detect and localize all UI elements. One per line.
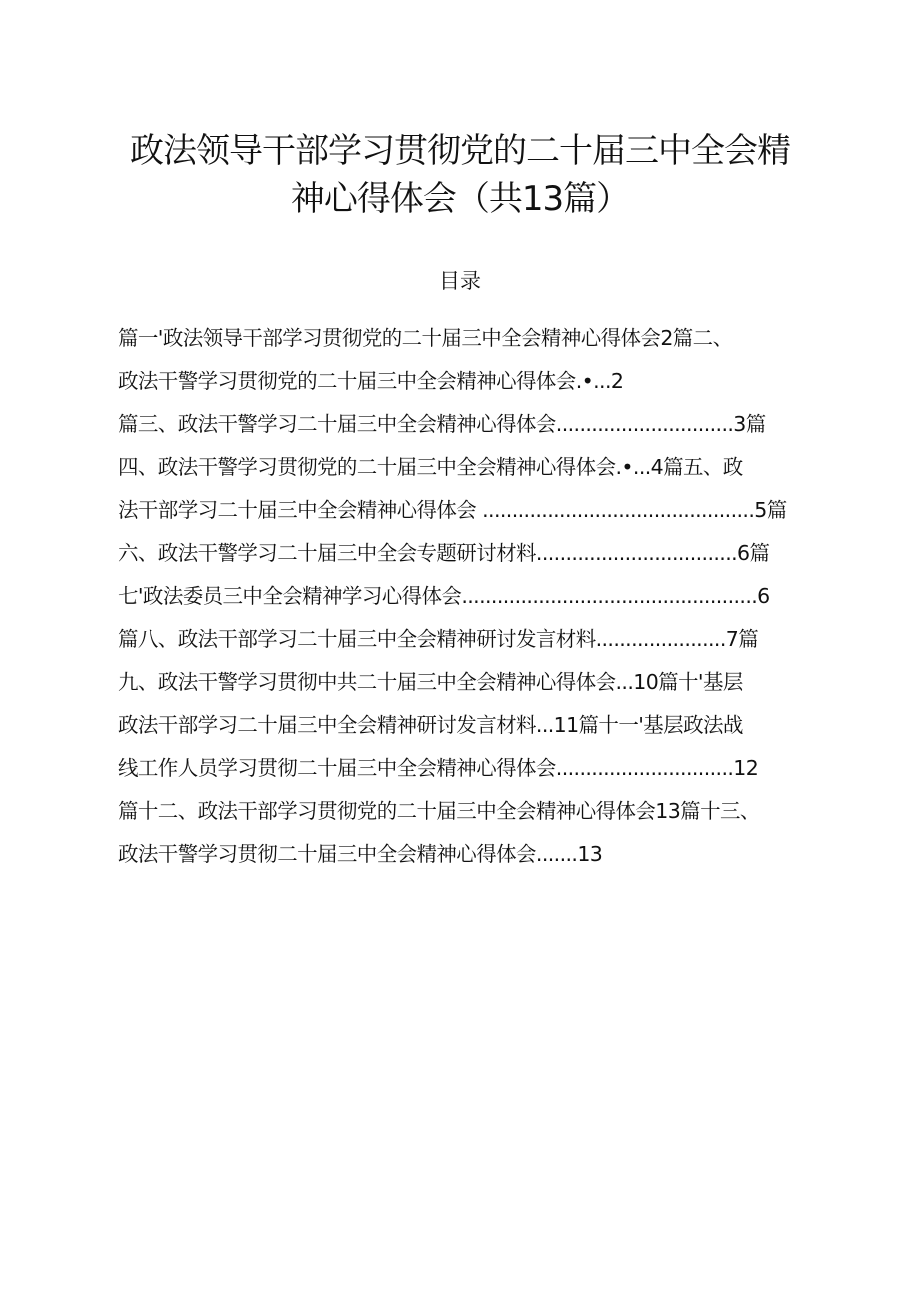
toc-line-2: 政法干警学习贯彻党的二十届三中全会精神心得体会.•...2 <box>118 369 624 393</box>
toc-line-12: 篇十二、政法干部学习贯彻党的二十届三中全会精神心得体会13篇十三、 <box>118 799 760 823</box>
toc-line-5: 法干部学习二十届三中全会精神心得体会 ..............................................5篇 <box>118 498 787 522</box>
toc-line-10: 政法干部学习二十届三中全会精神研讨发言材料...11篇十一'基层政法战 <box>118 713 743 737</box>
toc-heading: 目录 <box>439 269 481 293</box>
toc-line-1: 篇一'政法领导干部学习贯彻党的二十届三中全会精神心得体会2篇二、 <box>118 326 733 350</box>
toc-line-8: 篇八、政法干部学习二十届三中全会精神研讨发言材料......................7篇 <box>118 627 759 651</box>
document-title-line-2: 神心得体会（共13篇） <box>290 179 630 219</box>
toc-line-7: 七'政法委员三中全会精神学习心得体会..................................................6 <box>118 584 770 608</box>
document-title-line-1: 政法领导干部学习贯彻党的二十届三中全会精 <box>130 131 790 171</box>
toc-line-3: 篇三、政法干警学习二十届三中全会精神心得体会..............................3篇 <box>118 412 766 436</box>
toc-line-4: 四、政法干警学习贯彻党的二十届三中全会精神心得体会.•...4篇五、政 <box>118 455 743 479</box>
toc-line-6: 六、政法干警学习二十届三中全会专题研讨材料..................................6篇 <box>118 541 770 565</box>
toc-line-11: 线工作人员学习贯彻二十届三中全会精神心得体会..............................12 <box>118 756 759 780</box>
toc-line-13: 政法干警学习贯彻二十届三中全会精神心得体会.......13 <box>118 842 603 866</box>
toc-line-9: 九、政法干警学习贯彻中共二十届三中全会精神心得体会...10篇十'基层 <box>118 670 743 694</box>
